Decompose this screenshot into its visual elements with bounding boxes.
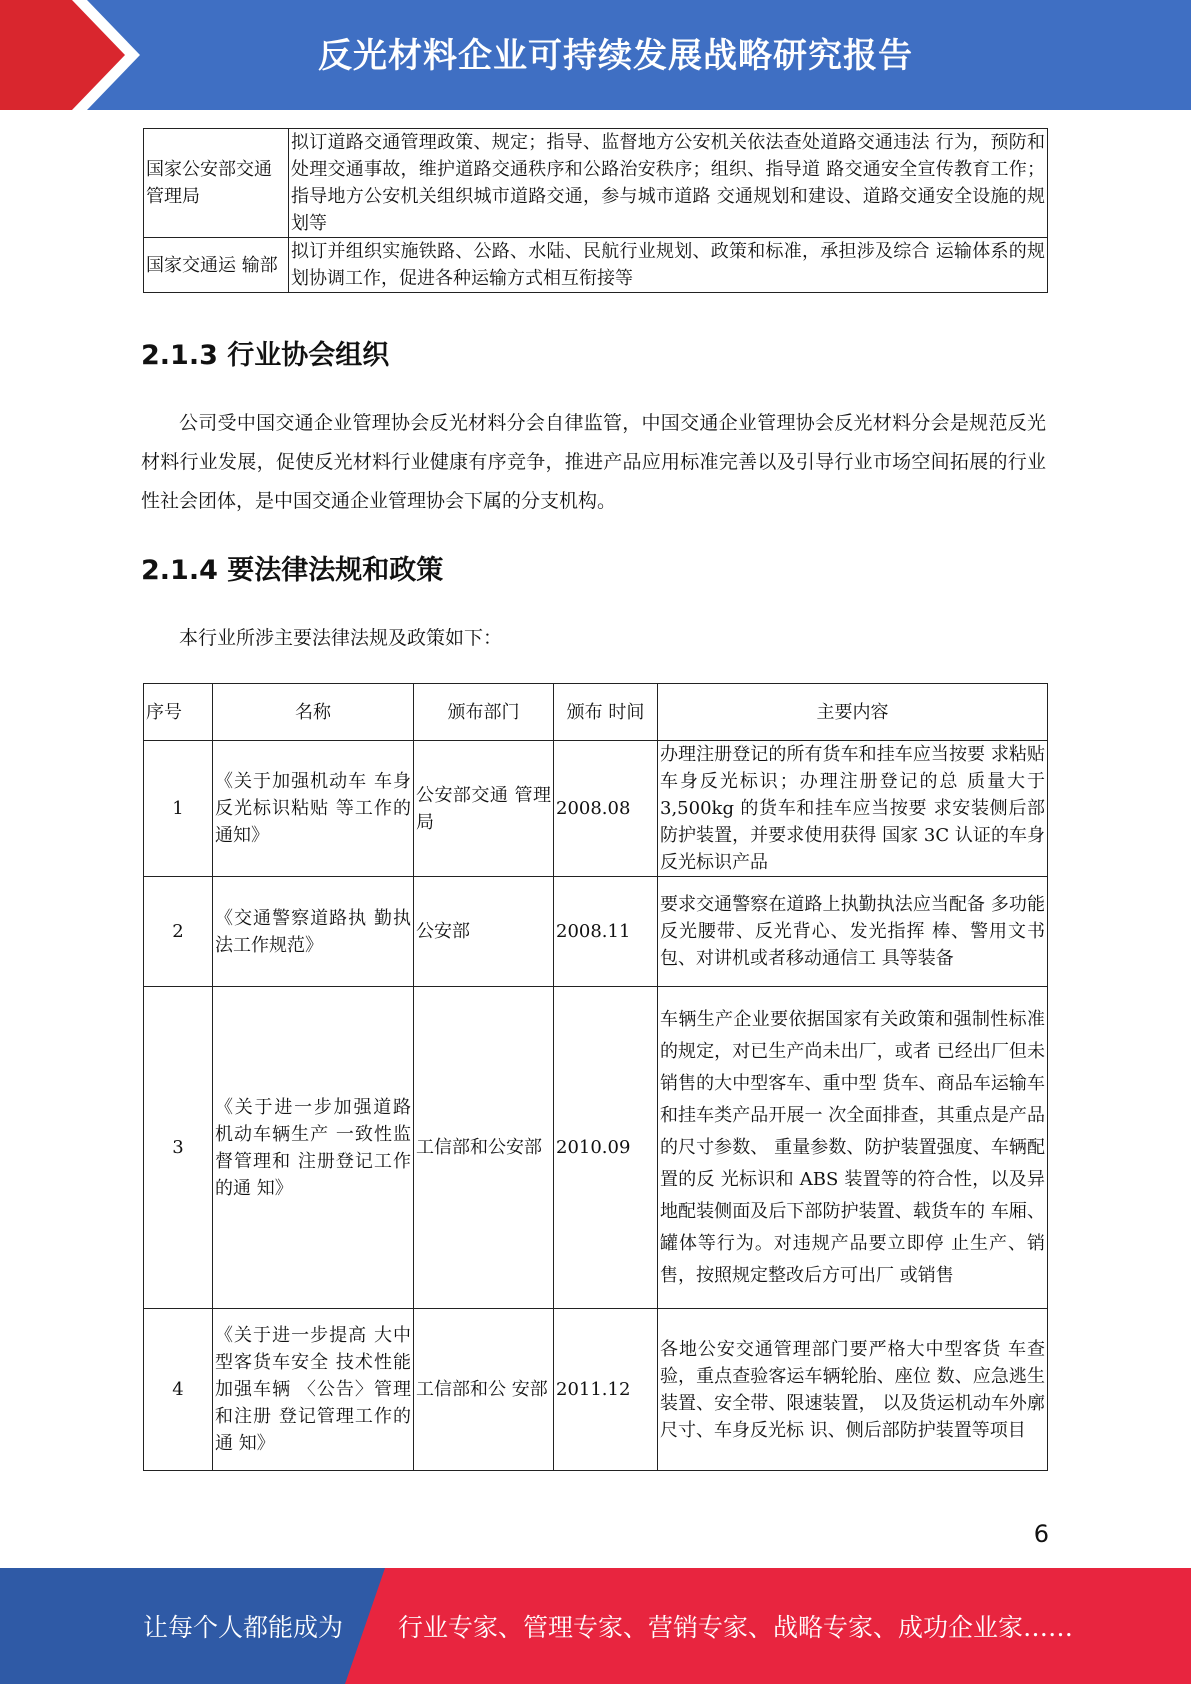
- table-cell: 《关于进一步提高 大中型客货车安全 技术性能加强车辆 〈公告〉管理和注册 登记管理工作的通 知》: [213, 1309, 414, 1471]
- table-cell: 4: [144, 1309, 213, 1471]
- table-cell: 2008.08: [554, 741, 658, 877]
- table-cell: 拟订道路交通管理政策、规定；指导、监督地方公安机关依法查处道路交通违法 行为，预防和处理交通事故，维护道路交通秩序和公路治安秩序；组织、指导道 路交通安全宣传教育工作；指导地方公安机关组织城市道路交通，参与城市道路 交通规划和建设、道路交通安全设施的规划等: [289, 129, 1048, 238]
- table-row: [144, 987, 1048, 1309]
- column-header: 颁布部门: [414, 684, 554, 741]
- table-cell: 工信部和公安部: [414, 987, 554, 1309]
- table-cell: 1: [144, 741, 213, 877]
- regulator-table: [143, 128, 1048, 293]
- table-cell: 3: [144, 987, 213, 1309]
- table-row: [144, 129, 1048, 238]
- table-cell: 工信部和公 安部: [414, 1309, 554, 1471]
- column-header: 主要内容: [658, 684, 1048, 741]
- table-cell: 2008.11: [554, 877, 658, 987]
- table-cell: 2011.12: [554, 1309, 658, 1471]
- section-heading: 2.1.4 要法律法规和政策: [141, 555, 444, 586]
- paragraph: 本行业所涉主要法律法规及政策如下：: [179, 627, 503, 649]
- table-header-row: [144, 684, 1048, 741]
- page-number: 6: [1033, 1520, 1049, 1548]
- table-cell: 公安部交通 管理局: [414, 741, 554, 877]
- column-header: 颁布 时间: [554, 684, 658, 741]
- table-cell: 国家公安部交通管理局: [144, 129, 289, 238]
- table-cell: 《关于加强机动车 车身反光标识粘贴 等工作的通知》: [213, 741, 414, 877]
- table-cell: 办理注册登记的所有货车和挂车应当按要 求粘贴车身反光标识；办理注册登记的总 质量大于 3,500kg 的货车和挂车应当按要 求安装侧后部防护装置，并要求使用获得 国家 3C 认证的车身反光标识产品: [658, 741, 1048, 877]
- footer-slogan-left: 让每个人都能成为: [143, 1613, 344, 1642]
- table-cell: 国家交通运 输部: [144, 238, 289, 293]
- table-cell: 2: [144, 877, 213, 987]
- table-cell: 拟订并组织实施铁路、公路、水陆、民航行业规划、政策和标准，承担涉及综合 运输体系的规划协调工作，促进各种运输方式相互衔接等: [289, 238, 1048, 293]
- table-cell: 公安部: [414, 877, 554, 987]
- page-footer: [0, 1568, 1191, 1684]
- section-heading: 2.1.3 行业协会组织: [141, 340, 390, 371]
- table-row: [144, 1309, 1048, 1471]
- table-cell: 要求交通警察在道路上执勤执法应当配备 多功能反光腰带、反光背心、发光指挥 棒、警用文书包、对讲机或者移动通信工 具等装备: [658, 877, 1048, 987]
- policy-table: [143, 683, 1048, 1471]
- table-row: [144, 741, 1048, 877]
- table-cell: 《交通警察道路执 勤执法工作规范》: [213, 877, 414, 987]
- report-title: 反光材料企业可持续发展战略研究报告: [318, 36, 913, 76]
- paragraph: 公司受中国交通企业管理协会反光材料分会自律监管，中国交通企业管理协会反光材料分会是规范反光材料行业发展，促使反光材料行业健康有序竞争，推进产品应用标准完善以及引导行业市场空间拓展的行业性社会团体，是中国交通企业管理协会下属的分支机构。: [141, 412, 1046, 512]
- column-header: 名称: [213, 684, 414, 741]
- table-cell: 2010.09: [554, 987, 658, 1309]
- table-cell: 车辆生产企业要依据国家有关政策和强制性标准的规定，对已生产尚未出厂，或者 已经出厂但未销售的大中型客车、重中型 货车、商品车运输车和挂车类产品开展一 次全面排查，其重点是产品的尺寸参数、 重量参数、防护装置强度、车辆配置的反 光标识和 ABS 装置等的符合性，以及异 地配装侧面及后下部防护装置、载货车的 车厢、罐体等行为。对违规产品要立即停 止生产、销售，按照规定整改后方可出厂 或销售: [658, 987, 1048, 1309]
- page-header: [0, 0, 1191, 110]
- table-cell: 《关于进一步加强道路机动车辆生产 一致性监督管理和 注册登记工作的通 知》: [213, 987, 414, 1309]
- footer-slogan-right: 行业专家、管理专家、营销专家、战略专家、成功企业家……: [398, 1613, 1074, 1642]
- table-row: [144, 238, 1048, 293]
- footer-blue-slant: [345, 1568, 385, 1684]
- column-header: 序号: [144, 684, 213, 741]
- table-cell: 各地公安交通管理部门要严格大中型客货 车查验，重点查验客运车辆轮胎、座位 数、应急逃生装置、安全带、限速装置， 以及货运机动车外廓尺寸、车身反光标 识、侧后部防护装置等项目: [658, 1309, 1048, 1471]
- table-row: [144, 877, 1048, 987]
